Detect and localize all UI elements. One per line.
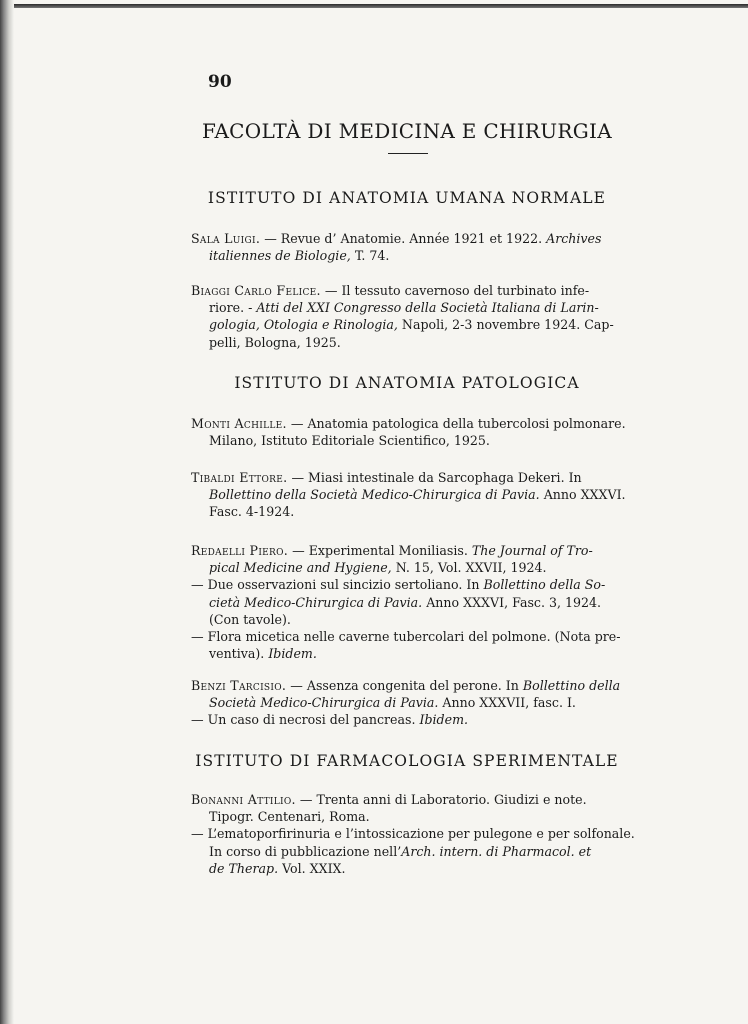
entry-text: In corso di pubblicazione nell’ [209, 843, 402, 859]
entry-author: Benzi Tarcisio. [191, 678, 287, 693]
entry-line: (Con tavole). [209, 611, 291, 627]
entry-text: — Un caso di necrosi del pancreas. [191, 712, 416, 728]
entry-line [191, 645, 626, 662]
entry-line [191, 791, 626, 808]
entry-line: Milano, Istituto Editoriale Scientifico, 1925. [209, 433, 490, 449]
entry-tibaldi-ettore [191, 469, 626, 521]
entry-text: — Experimental Moniliasis. [292, 543, 468, 558]
entry-text: Anno XXXVI. [543, 487, 626, 503]
page-number: 90 [208, 72, 232, 92]
entry-text: Anno XXXVII, fasc. I. [442, 695, 576, 711]
entry-author: Tibaldi Ettore. [191, 470, 288, 485]
entry-author: Biaggi Carlo Felice. [191, 283, 321, 298]
entry-journal: pical Medicine and Hygiene, [209, 560, 392, 576]
entry-line [191, 542, 626, 559]
entry-journal: Bollettino della [522, 678, 621, 693]
entry-line [191, 860, 626, 877]
entry-journal: Atti del XXI Congresso della Società Italiana di Larin- [256, 300, 599, 316]
entry-author: Bonanni Attilio. [191, 792, 296, 807]
entry-redaelli-piero [191, 542, 626, 662]
entry-line: — Flora micetica nelle caverne tubercolari del polmone. (Nota pre- [191, 629, 621, 645]
entry-line [191, 594, 626, 611]
entry-text: Anno XXXVI, Fasc. 3, 1924. [426, 594, 602, 610]
entry-line [191, 247, 626, 264]
entry-line [191, 230, 626, 247]
entry-line [191, 282, 626, 299]
entry-line [191, 694, 626, 711]
entry-text: ventiva). [209, 646, 265, 662]
entry-line [191, 299, 626, 316]
entry-text: — Trenta anni di Laboratorio. Giudizi e note. [299, 792, 587, 807]
entry-line: — L’ematoporfirinuria e l’intossicazione per pulegone e per solfonale. [191, 826, 635, 842]
entry-author: Redaelli Piero. [191, 543, 289, 558]
entry-journal: The Journal of Tro- [471, 543, 593, 558]
entry-journal: Arch. intern. di Pharmacol. et [401, 843, 592, 859]
entry-journal: Ibidem. [268, 646, 317, 662]
entry-line [191, 677, 626, 694]
entry-line [191, 576, 626, 593]
section-heading-anatomia-patologica: ISTITUTO DI ANATOMIA PATOLOGICA [234, 374, 580, 392]
entry-text: Napoli, 2-3 novembre 1924. Cap- [401, 317, 614, 333]
scan-top-edge [10, 4, 748, 8]
entry-text: — Il tessuto cavernoso del turbinato infe- [324, 283, 590, 298]
entry-line [191, 711, 626, 728]
entry-text: Vol. XXIX. [282, 860, 346, 876]
entry-sala-luigi [191, 230, 626, 264]
entry-journal: Bollettino della So- [483, 577, 606, 593]
entry-journal: de Therap. [209, 860, 279, 876]
title-divider [388, 153, 428, 154]
section-heading-anatomia-umana: ISTITUTO DI ANATOMIA UMANA NORMALE [207, 189, 607, 207]
entry-line [191, 316, 626, 333]
entry-journal: cietà Medico-Chirurgica di Pavia. [209, 594, 423, 610]
entry-monti-achille [191, 415, 626, 449]
scan-left-edge [0, 0, 14, 1024]
entry-author: Sala Luigi. [191, 231, 261, 246]
entry-line [191, 415, 626, 432]
entry-author: Monti Achille. [191, 416, 287, 431]
entry-text: — Revue d’ Anatomie. Année 1921 et 1922. [264, 231, 543, 246]
entry-text: riore. - [209, 300, 253, 316]
entry-line: pelli, Bologna, 1925. [209, 334, 341, 350]
entry-text: N. 15, Vol. XXVII, 1924. [395, 560, 547, 576]
entry-bonanni-attilio [191, 791, 635, 877]
entry-text: — Miasi intestinale da Sarcophaga Dekeri. In [291, 470, 582, 485]
entry-biaggi-carlo-felice [191, 282, 626, 351]
entry-journal: Ibidem. [419, 712, 469, 728]
entry-benzi-tarcisio [191, 677, 626, 729]
entry-text: — Due osservazioni sul sincizio sertoliano. In [191, 577, 480, 593]
entry-line: Fasc. 4-1924. [209, 504, 295, 520]
entry-text: — Assenza congenita del perone. In [290, 678, 519, 693]
faculty-title: FACOLTÀ DI MEDICINA E CHIRURGIA [202, 119, 612, 143]
section-heading-farmacologia: ISTITUTO DI FARMACOLOGIA SPERIMENTALE [195, 752, 619, 770]
entry-line [191, 843, 626, 860]
entry-line: Tipogr. Centenari, Roma. [209, 809, 370, 825]
entry-line [191, 559, 626, 576]
entry-journal: italiennes de Biologie, [209, 248, 351, 264]
entry-journal: Archives [546, 231, 602, 246]
entry-line [191, 486, 626, 503]
entry-text: T. 74. [354, 248, 390, 264]
entry-line [191, 469, 626, 486]
entry-journal: Società Medico-Chirurgica di Pavia. [209, 695, 439, 711]
entry-text: — Anatomia patologica della tubercolosi polmonare. [290, 416, 626, 431]
entry-journal: gologia, Otologia e Rinologia, [209, 317, 398, 333]
entry-journal: Bollettino della Società Medico-Chirurgica di Pavia. [209, 487, 540, 503]
